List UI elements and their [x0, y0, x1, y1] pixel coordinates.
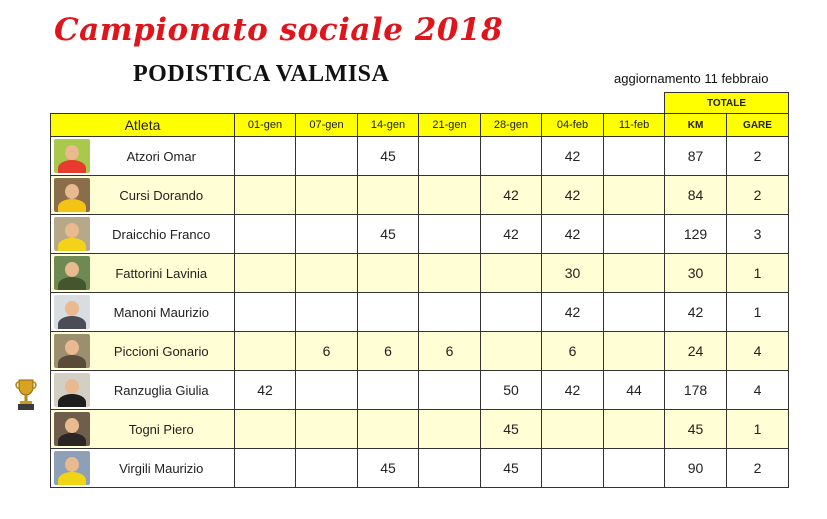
score-cell	[235, 254, 296, 293]
score-cell	[296, 371, 358, 410]
score-cell	[542, 449, 604, 488]
score-cell	[235, 176, 296, 215]
athlete-name: Cursi Dorando	[91, 176, 235, 215]
score-cell	[542, 410, 604, 449]
athlete-photo	[54, 334, 90, 368]
score-cell	[604, 176, 665, 215]
date-header: 21-gen	[419, 114, 481, 137]
athlete-photo	[54, 256, 90, 290]
gare-total: 2	[727, 137, 789, 176]
score-cell: 42	[235, 371, 296, 410]
score-cell	[604, 137, 665, 176]
score-cell: 45	[481, 449, 542, 488]
date-header: 28-gen	[481, 114, 542, 137]
score-cell	[604, 254, 665, 293]
gare-total: 1	[727, 254, 789, 293]
score-cell	[481, 137, 542, 176]
table-row	[51, 410, 789, 449]
score-cell: 42	[542, 137, 604, 176]
score-cell	[235, 215, 296, 254]
totale-header: TOTALE	[665, 93, 789, 114]
score-cell: 6	[542, 332, 604, 371]
photo-cell	[51, 137, 91, 176]
table-row	[51, 254, 789, 293]
score-cell: 50	[481, 371, 542, 410]
gare-total: 3	[727, 215, 789, 254]
date-header: 11-feb	[604, 114, 665, 137]
score-cell	[419, 410, 481, 449]
score-cell: 30	[542, 254, 604, 293]
score-cell	[481, 332, 542, 371]
score-cell	[358, 410, 419, 449]
championship-title: Campionato sociale 2018	[54, 12, 504, 48]
athlete-name: Draicchio Franco	[91, 215, 235, 254]
athlete-photo	[54, 295, 90, 329]
score-cell	[419, 137, 481, 176]
score-cell	[358, 371, 419, 410]
score-cell	[419, 449, 481, 488]
score-cell	[296, 215, 358, 254]
score-cell	[296, 410, 358, 449]
score-cell: 42	[542, 215, 604, 254]
date-header: 14-gen	[358, 114, 419, 137]
table-row	[51, 332, 789, 371]
club-name: PODISTICA VALMISA	[133, 61, 390, 87]
score-cell	[419, 371, 481, 410]
score-cell	[358, 176, 419, 215]
score-cell	[235, 137, 296, 176]
athlete-photo	[54, 217, 90, 251]
score-cell: 44	[604, 371, 665, 410]
table-row	[51, 215, 789, 254]
athlete-photo	[54, 139, 90, 173]
km-total: 129	[665, 215, 727, 254]
photo-cell	[51, 410, 91, 449]
score-cell	[604, 293, 665, 332]
km-total: 30	[665, 254, 727, 293]
gare-total: 1	[727, 410, 789, 449]
score-cell: 6	[419, 332, 481, 371]
date-header: 04-feb	[542, 114, 604, 137]
score-cell	[235, 293, 296, 332]
score-cell	[296, 254, 358, 293]
photo-cell	[51, 371, 91, 410]
score-cell: 42	[542, 371, 604, 410]
athlete-photo	[54, 178, 90, 212]
score-cell: 45	[481, 410, 542, 449]
photo-cell	[51, 254, 91, 293]
score-cell	[235, 332, 296, 371]
score-cell	[235, 410, 296, 449]
athlete-photo	[54, 451, 90, 485]
score-cell	[419, 215, 481, 254]
score-cell: 45	[358, 215, 419, 254]
athlete-photo	[54, 412, 90, 446]
score-cell	[296, 176, 358, 215]
athlete-photo	[54, 373, 90, 407]
score-cell: 42	[542, 293, 604, 332]
table-row	[51, 293, 789, 332]
score-cell	[419, 293, 481, 332]
score-cell	[604, 449, 665, 488]
score-cell	[296, 137, 358, 176]
score-cell	[419, 176, 481, 215]
score-cell: 45	[358, 137, 419, 176]
km-total: 178	[665, 371, 727, 410]
score-cell	[604, 332, 665, 371]
km-total: 45	[665, 410, 727, 449]
score-cell: 42	[481, 215, 542, 254]
gare-header: GARE	[727, 114, 789, 137]
score-cell: 6	[358, 332, 419, 371]
photo-cell	[51, 332, 91, 371]
score-cell	[481, 254, 542, 293]
photo-cell	[51, 449, 91, 488]
photo-cell	[51, 293, 91, 332]
km-total: 90	[665, 449, 727, 488]
trophy-icon	[14, 377, 38, 411]
athlete-name: Fattorini Lavinia	[91, 254, 235, 293]
table-row	[51, 137, 789, 176]
table-row	[51, 371, 789, 410]
athlete-header: Atleta	[51, 114, 235, 137]
score-cell	[358, 293, 419, 332]
header-row	[51, 114, 789, 137]
score-cell	[235, 449, 296, 488]
km-total: 87	[665, 137, 727, 176]
athlete-name: Virgili Maurizio	[91, 449, 235, 488]
athlete-name: Piccioni Gonario	[91, 332, 235, 371]
score-cell	[296, 293, 358, 332]
date-header: 07-gen	[296, 114, 358, 137]
km-total: 24	[665, 332, 727, 371]
score-cell	[358, 254, 419, 293]
score-cell	[604, 215, 665, 254]
standings-table	[50, 92, 789, 488]
date-header: 01-gen	[235, 114, 296, 137]
update-date: aggiornamento 11 febbraio	[614, 71, 769, 86]
gare-total: 4	[727, 332, 789, 371]
km-header: KM	[665, 114, 727, 137]
photo-cell	[51, 215, 91, 254]
athlete-name: Manoni Maurizio	[91, 293, 235, 332]
score-cell: 42	[481, 176, 542, 215]
km-total: 42	[665, 293, 727, 332]
score-cell: 6	[296, 332, 358, 371]
km-total: 84	[665, 176, 727, 215]
score-cell: 45	[358, 449, 419, 488]
score-cell: 42	[542, 176, 604, 215]
photo-cell	[51, 176, 91, 215]
score-cell	[419, 254, 481, 293]
table-row	[51, 176, 789, 215]
athlete-name: Ranzuglia Giulia	[91, 371, 235, 410]
athlete-name: Togni Piero	[91, 410, 235, 449]
gare-total: 4	[727, 371, 789, 410]
gare-total: 2	[727, 449, 789, 488]
score-cell	[604, 410, 665, 449]
table-row	[51, 449, 789, 488]
athlete-name: Atzori Omar	[91, 137, 235, 176]
gare-total: 1	[727, 293, 789, 332]
gare-total: 2	[727, 176, 789, 215]
score-cell	[481, 293, 542, 332]
score-cell	[296, 449, 358, 488]
